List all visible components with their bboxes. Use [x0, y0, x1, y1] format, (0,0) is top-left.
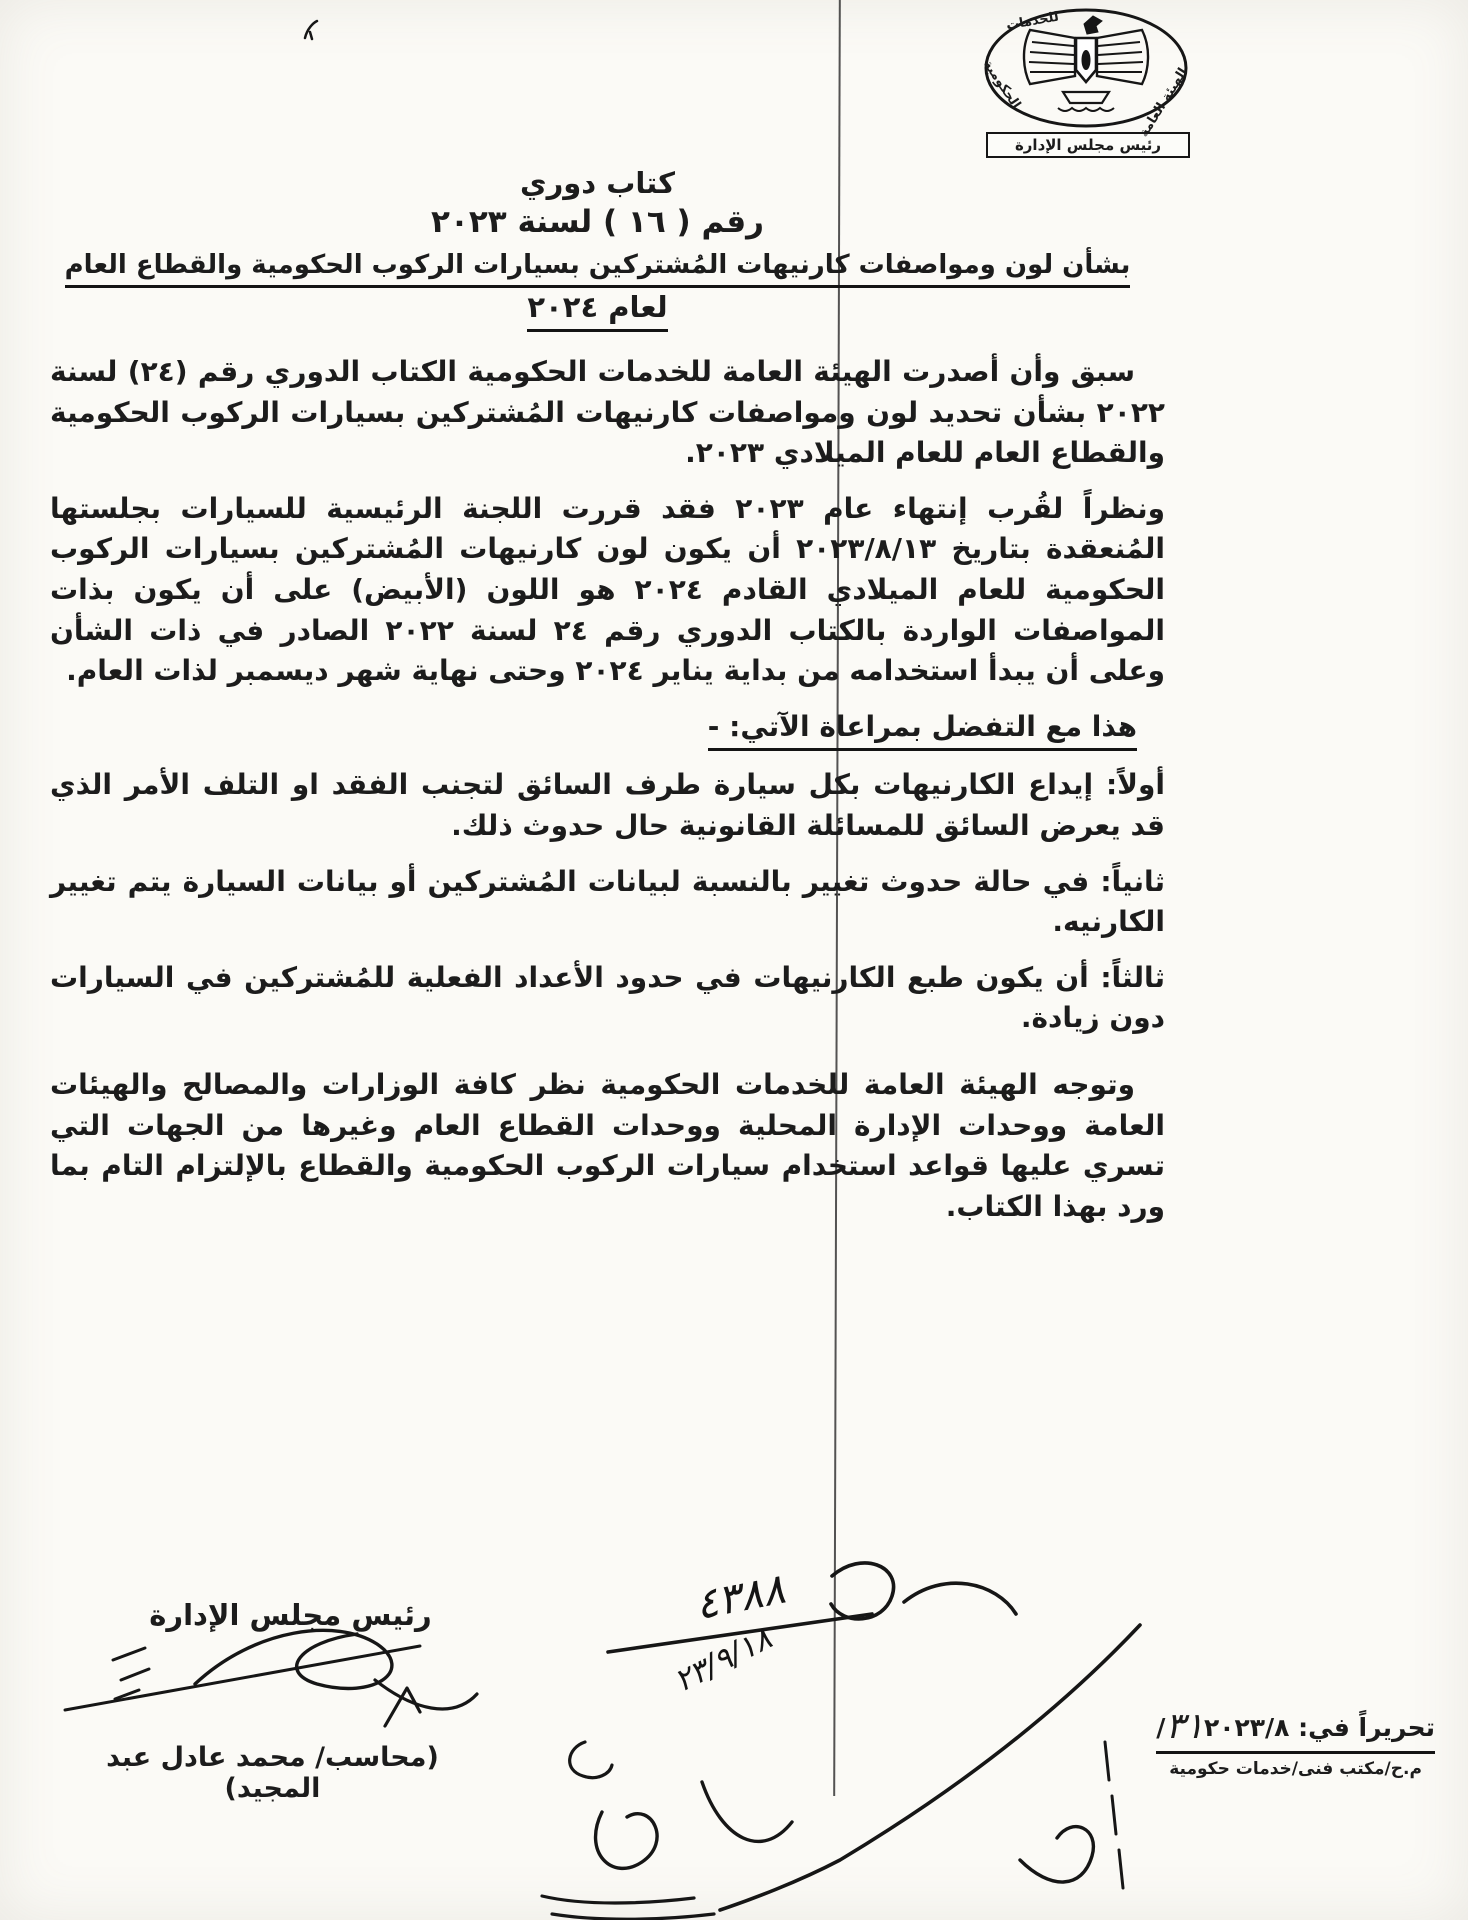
year-text: لعام ٢٠٢٤	[527, 290, 667, 332]
notice-heading-text: هذا مع التفضل بمراعاة الآتي: -	[708, 710, 1137, 751]
item-second-label: ثانياً:	[1100, 864, 1165, 898]
item-first-label: أولاً:	[1105, 768, 1165, 802]
paragraph-2: ونظراً لقُرب إنتهاء عام ٢٠٢٣ فقد قررت اللجنة الرئيسية للسيارات بجلستها المُنعقدة بتاريخ ٢٠٢٣/٨/١٣ أن يكون لون كارنيهات المُشتركين بسيارات الركوب الحكومية للعام الميلادي القادم ٢٠٢٤ هو اللون (الأبيض) على أن يكون بذات المواصفات الواردة بالكتاب الدوري رقم ٢٤ لسنة ٢٠٢٢ الصادر في ذات الشأن وعلى أن يبدأ استخدامه من بداية يناير ٢٠٢٤ وحتى نهاية شهر ديسمبر لذات العام.	[50, 491, 1166, 688]
handwritten-scrawl	[540, 1530, 1180, 1920]
seal-ring-text: الهيئة العامة	[1136, 65, 1191, 140]
seal-banner: رئيس مجلس الإدارة	[986, 132, 1190, 158]
title-block	[55, 166, 1140, 324]
letter-body	[50, 352, 1165, 1242]
signatory-name: (محاسب/ محمد عادل عبد المجيد)	[106, 1742, 439, 1804]
item-first	[50, 765, 1165, 846]
seal-ring-text: الحكومية	[979, 57, 1024, 112]
written-on-year-month: ٢٠٢٣/٨/	[1156, 1713, 1290, 1742]
item-third-text: أن يكون طبع الكارنيهات في حدود الأعداد الفعلية للمُشتركين في السيارات دون زيادة.	[50, 960, 1165, 1035]
written-on-line	[1156, 1706, 1435, 1754]
closing-paragraph: وتوجه الهيئة العامة للخدمات الحكومية نظر كافة الوزارات والمصالح والهيئات العامة ووحدات الإدارة المحلية ووحدات القطاع العام وغيرها من الجهات التي تسري عليها قواعد استخدام سيارات الركوب الحكومية والقطاع بالإلتزام التام بما ورد بهذا الكتاب.	[50, 1067, 1165, 1223]
item-third	[50, 958, 1165, 1039]
circular-number: رقم ( ١٦ ) لسنة ٢٠٢٣	[431, 204, 764, 240]
stray-ink-mark	[300, 16, 322, 46]
notice-heading	[50, 707, 1137, 748]
item-second-text: في حالة حدوث تغيير بالنسبة لبيانات المُشتركين أو بيانات السيارة يتم تغيير الكارنيه.	[50, 864, 1165, 939]
written-on-label: تحريراً في:	[1298, 1713, 1435, 1742]
office-line: م.ح/مكتب فنى/خدمات حكومية	[1169, 1759, 1422, 1779]
written-on-day: ٣١	[1165, 1706, 1204, 1747]
item-first-text: إيداع الكارنيهات بكل سيارة طرف السائق لتجنب الفقد او التلف الأمر الذي قد يعرض السائق للمسائلة القانونية حال حدوث ذلك.	[50, 768, 1165, 842]
signatory-title: رئيس مجلس الإدارة	[149, 1598, 432, 1632]
authority-seal	[979, 6, 1191, 158]
document-type: كتاب دوري	[519, 166, 675, 200]
date-block	[1156, 1706, 1435, 1779]
signature-ink	[55, 1588, 485, 1753]
item-third-label: ثالثاً:	[1100, 960, 1166, 994]
subject-line	[55, 250, 1140, 280]
handwritten-ref-date: ٢٣/٩/١٨	[668, 1620, 778, 1700]
item-second	[50, 862, 1165, 943]
subject-text: بشأن لون ومواصفات كارنيهات المُشتركين بسيارات الركوب الحكومية والقطاع العام	[65, 250, 1131, 288]
seal-ring-text: للخدمات	[1005, 9, 1060, 34]
paragraph-1: سبق وأن أصدرت الهيئة العامة للخدمات الحكومية الكتاب الدوري رقم (٢٤) لسنة ٢٠٢٢ بشأن تحديد لون ومواصفات كارنيهات المُشتركين بسيارات الركوب الحكومية والقطاع العام للعام الميلادي ٢٠٢٣.	[50, 355, 1165, 470]
year-line	[55, 290, 1140, 324]
handwritten-ref-number: ٤٣٨٨	[691, 1563, 789, 1630]
